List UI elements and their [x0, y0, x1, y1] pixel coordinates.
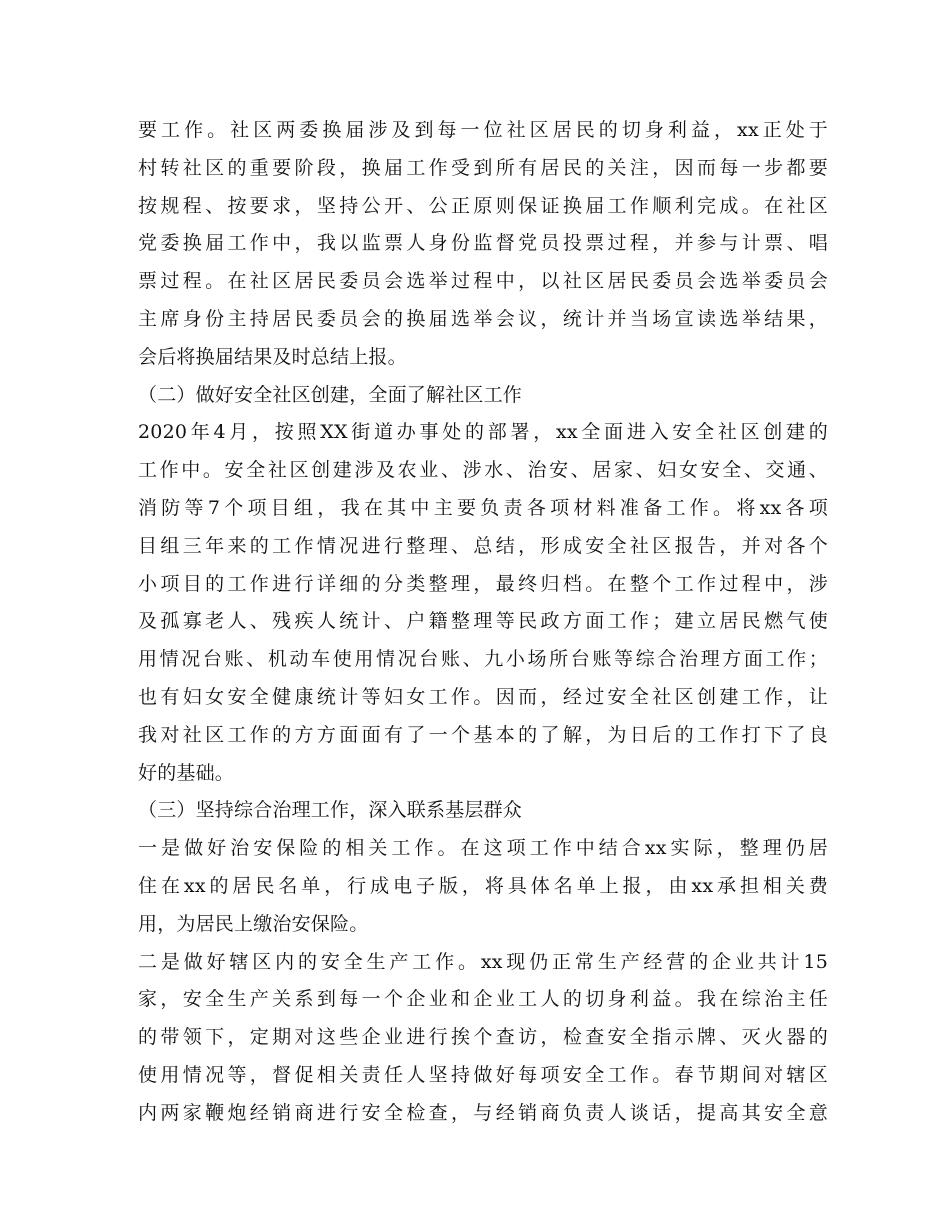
text-line: 二是做好辖区内的安全生产工作。xx现仍正常生产经营的企业共计15: [138, 950, 828, 973]
text-line: 2020年4月，按照XX街道办事处的部署，xx全面进入安全社区创建的: [138, 421, 828, 444]
text-line: 的带领下，定期对这些企业进行挨个查访，检查安全指示牌、灭火器的: [138, 1026, 828, 1049]
text-line: 内两家鞭炮经销商进行安全检查，与经销商负责人谈话，提高其安全意: [138, 1101, 828, 1124]
text-line: 小项目的工作进行详细的分类整理，最终归档。在整个工作过程中，涉: [138, 572, 828, 595]
text-line: 好的基础。: [138, 761, 235, 784]
text-line: 会后将换届结果及时总结上报。: [138, 345, 407, 368]
text-line: 住在xx的居民名单，行成电子版，将具体名单上报，由xx承担相关费: [138, 874, 828, 897]
text-line: 用情况台账、机动车使用情况台账、九小场所台账等综合治理方面工作；: [138, 648, 828, 671]
text-line: 使用情况等，督促相关责任人坚持做好每项安全工作。春节期间对辖区: [138, 1063, 828, 1086]
text-line: 用，为居民上缴治安保险。: [138, 912, 369, 935]
text-line: 党委换届工作中，我以监票人身份监督党员投票过程，并参与计票、唱: [138, 232, 828, 255]
text-line: 票过程。在社区居民委员会选举过程中，以社区居民委员会选举委员会: [138, 270, 828, 293]
text-line: 消防等7个项目组，我在其中主要负责各项材料准备工作。将xx各项: [138, 496, 828, 519]
text-line: （三）坚持综合治理工作，深入联系基层群众: [138, 799, 523, 822]
text-line: 工作中。安全社区创建涉及农业、涉水、治安、居家、妇女安全、交通、: [138, 459, 828, 482]
text-line: 村转社区的重要阶段，换届工作受到所有居民的关注，因而每一步都要: [138, 156, 828, 179]
text-line: 也有妇女安全健康统计等妇女工作。因而，经过安全社区创建工作，让: [138, 685, 828, 708]
text-line: 及孤寡老人、残疾人统计、户籍整理等民政方面工作；建立居民燃气使: [138, 610, 828, 633]
text-line: 一是做好治安保险的相关工作。在这项工作中结合xx实际，整理仍居: [138, 837, 828, 860]
text-line: 我对社区工作的方方面面有了一个基本的了解，为日后的工作打下了良: [138, 723, 828, 746]
document-body: [138, 112, 828, 1133]
text-line: 按规程、按要求，坚持公开、公正原则保证换届工作顺利完成。在社区: [138, 194, 828, 217]
text-line: 要工作。社区两委换届涉及到每一位社区居民的切身利益，xx正处于: [138, 119, 828, 141]
text-line: 主席身份主持居民委员会的换届选举会议，统计并当场宣读选举结果，: [138, 307, 828, 330]
text-line: （二）做好安全社区创建，全面了解社区工作: [138, 383, 523, 406]
text-line: 家，安全生产关系到每一个企业和企业工人的切身利益。我在综治主任: [138, 988, 828, 1011]
text-line: 目组三年来的工作情况进行整理、总结，形成安全社区报告，并对各个: [138, 534, 828, 557]
